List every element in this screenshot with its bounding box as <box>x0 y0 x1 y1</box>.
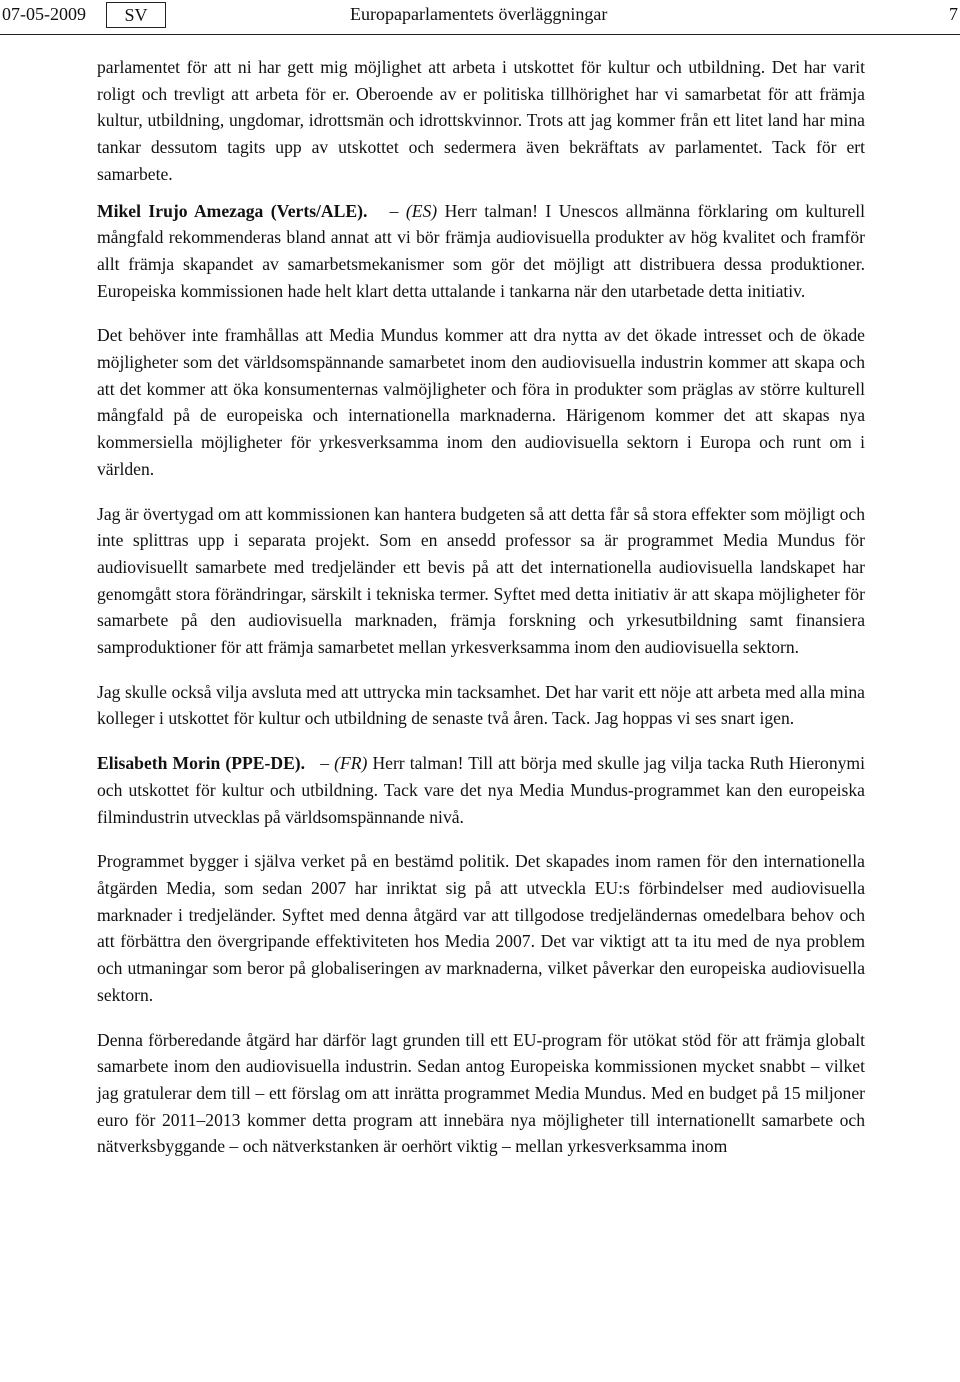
header-title: Europaparlamentets överläggningar <box>350 4 608 24</box>
paragraph <box>97 322 865 482</box>
header-page-number: 7 <box>949 4 958 24</box>
language-code: (FR) <box>334 753 368 774</box>
paragraph-text: Programmet bygger i själva verket på en bestämd politik. Det skapades inom ramen för den internationella åtgärden Media, som sedan 2007 har inriktat sig på att utveckla EU:s förbindelser med audiovisuella marknader i tredjeländer. Syftet med denna åtgärd var att tillgodose tredjeländernas omedelbara behov och att förbättra den övergripande effektiviteten hos Media 2007. Det var viktigt att ta itu med de nya problem och utmaningar som beror på globaliseringen av marknaderna, vilket påverkar den europeiska audiovisuella sektorn. <box>97 851 865 1005</box>
document-body <box>97 54 865 1160</box>
speaker-name: Mikel Irujo Amezaga (Verts/ALE). <box>97 200 368 221</box>
dash-separator: – <box>310 753 335 774</box>
paragraph <box>97 848 865 1008</box>
paragraph-text: Jag skulle också vilja avsluta med att uttrycka min tacksamhet. Det har varit ett nöje att arbeta med alla mina kolleger i utskottet för kultur och utbildning de senaste två åren. Tack. Jag hoppas vi ses snart igen. <box>97 681 865 729</box>
paragraph <box>97 54 865 188</box>
paragraph-text: Herr talman! I Unescos allmänna förklaring om kulturell mångfald rekommenderas bland annat att vi bör främja audiovisuella produkter av hög kvalitet och framför allt främja skapandet av samarbetsmekanismer som gör det möjligt att distribuera dessa produktioner. Europeiska kommissionen hade helt klart detta uttalande i tankarna när den utarbetade detta initiativ. <box>97 200 865 301</box>
paragraph <box>97 679 865 732</box>
paragraph-text: Jag är övertygad om att kommissionen kan hantera budgeten så att detta får så stora effekter som möjligt och inte splittras upp i separata projekt. Som en ansedd professor sa är programmet Media Mundus för audiovisuellt samarbete med tredjeländer ett bevis på att det internationella audiovisuella landskapet har genomgått stora förändringar, särskilt i tekniska termer. Syftet med detta initiativ är att skapa möjligheter för samarbete på den audiovisuella marknaden, främja forskning och yrkesutbildning samt finansiera samproduktioner för att främja samarbetet mellan yrkesverksamma inom den audiovisuella sektorn. <box>97 503 865 658</box>
header-language-box: SV <box>106 2 166 28</box>
paragraph-text: Denna förberedande åtgärd har därför lagt grunden till ett EU-program för utökat stöd för att främja globalt samarbete inom den audiovisuella industrin. Sedan antog Europeiska kommissionen mycket snabbt – vilket jag gratulerar dem till – ett förslag om att inrätta programmet Media Mundus. Med en budget på 15 miljoner euro för 2011–2013 kommer detta program att innebära nya möjligheter till internationellt samarbete och nätverksbyggande – och nätverkstanken är oerhört viktig – mellan yrkesverksamma inom <box>97 1029 865 1157</box>
page-header <box>0 0 960 35</box>
speech-paragraph <box>97 750 865 830</box>
header-date: 07-05-2009 <box>2 4 86 24</box>
paragraph <box>97 1027 865 1161</box>
paragraph-text: Det behöver inte framhållas att Media Mundus kommer att dra nytta av det ökade intresset och de ökade möjligheter som det världsomspännande samarbetet inom den audiovisuella industrin kommer att skapa och att det kommer att öka konsumenternas valmöjligheter och föra in produkter som präglas av större kulturell mångfald på de europeiska och internationella marknaderna. Härigenom kommer det att skapas nya kommersiella möjligheter för yrkesverksamma inom den audiovisuella sektorn i Europa och runt om i världen. <box>97 325 865 479</box>
speech-paragraph <box>97 198 865 305</box>
paragraph-text: parlamentet för att ni har gett mig möjlighet att arbeta i utskottet för kultur och utbildning. Det har varit roligt och trevligt att arbeta för er. Oberoende av er politiska tillhörighet har vi samarbetat för att främja kultur, utbildning, ungdomar, idrottsmän och idrottskvinnor. Trots att jag kommer från ett litet land har mina tankar dessutom tagits upp av utskottet och sedermera även bekräftats av parlamentet. Tack för ert samarbete. <box>97 57 865 184</box>
paragraph <box>97 501 865 661</box>
language-code: (ES) <box>405 200 438 221</box>
paragraph-text: Herr talman! Till att börja med skulle jag vilja tacka Ruth Hieronymi och utskottet för kultur och utbildning. Tack vare det nya Media Mundus-programmet kan den europeiska filmindustrin utvecklas på världsomspännande nivå. <box>97 753 865 827</box>
speaker-name: Elisabeth Morin (PPE-DE). <box>97 753 306 774</box>
dash-separator: – <box>374 200 406 221</box>
